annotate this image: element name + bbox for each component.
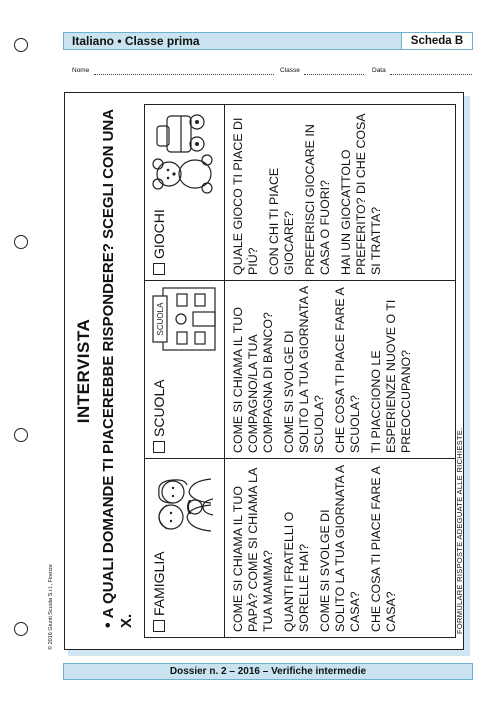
school-building-icon (149, 284, 219, 354)
student-fields (72, 67, 472, 79)
worksheet-question (100, 108, 136, 628)
scuola-checkbox[interactable] (153, 441, 165, 453)
binder-hole-3 (14, 428, 28, 442)
school-sign: SCUOLA (156, 302, 165, 336)
list-item: TI PIACCIONO LE ESPERIENZE NUOVE O TI PREOCCUPANO? (369, 299, 413, 453)
list-item: CHE COSA TI PIACE FARE A CASA? (369, 466, 398, 632)
binder-hole-2 (14, 235, 28, 249)
header-title: Italiano • Classe prima (72, 34, 200, 48)
worksheet-content (68, 96, 464, 646)
giochi-label: GIOCHI (151, 209, 167, 259)
famiglia-label: FAMIGLIA (151, 551, 167, 616)
question-text: A QUALI DOMANDE TI PIACEREBBE RISPONDERE? SCEGLI CON UNA X. (100, 109, 135, 628)
list-item: COME SI SVOLGE DI SOLITO LA TUA GIORNATA A CASA? (318, 465, 362, 632)
list-item: CON CHI TI PIACE GIOCARE? (267, 167, 296, 275)
classe-label: Classe (280, 67, 300, 74)
scuola-items (231, 285, 420, 453)
column-famiglia (145, 459, 455, 637)
binder-hole-1 (14, 38, 28, 52)
scuola-label: SCUOLA (151, 379, 167, 437)
famiglia-checkbox[interactable] (153, 620, 165, 632)
scheda-label: Scheda B (401, 32, 473, 50)
binder-hole-4 (14, 622, 28, 636)
list-item: QUANTI FRATELLI O SORELLE HAI? (282, 511, 311, 632)
column-header (145, 105, 225, 280)
list-item: COME SI CHIAMA IL TUO PAPÀ? COME SI CHIAMA LA TUA MAMMA? (231, 468, 275, 632)
giochi-items (231, 109, 390, 275)
classe-line[interactable] (304, 74, 364, 75)
nome-label: Nome (72, 67, 90, 74)
famiglia-items (231, 463, 405, 632)
column-giochi (145, 105, 455, 281)
giochi-checkbox[interactable] (153, 263, 165, 275)
column-scuola (145, 281, 455, 459)
list-item: CHE COSA TI PIACE FARE A SCUOLA? (333, 287, 362, 453)
interview-table (144, 104, 456, 638)
list-item: COME SI SVOLGE DI SOLITO LA TUA GIORNATA A SCUOLA? (282, 286, 326, 453)
teacher-note: FORMULARE RISPOSTE ADEGUATE ALLE RICHIESTE. (455, 427, 464, 634)
nome-line[interactable] (94, 74, 274, 75)
family-illustration-icon (149, 471, 217, 537)
worksheet-title: INTERVISTA (74, 318, 93, 424)
copyright-text: © 2016 Giunti Scuola S.r.l., Firenze (48, 564, 54, 650)
list-item: HAI UN GIOCATTOLO PREFERITO? DI CHE COSA SI TRATTA? (339, 114, 383, 275)
list-item: PREFERISCI GIOCARE IN CASA O FUORI? (303, 124, 332, 275)
header-bar (63, 32, 473, 50)
footer-text: Dossier n. 2 – 2016 – Verifiche intermedie (169, 666, 367, 677)
footer-bar (63, 663, 473, 680)
column-header (145, 459, 225, 637)
toys-illustration-icon (149, 108, 219, 196)
column-header (145, 281, 225, 458)
data-label: Data (372, 67, 386, 74)
data-line[interactable] (390, 74, 472, 75)
list-item: QUALE GIOCO TI PIACE DI PIÙ? (231, 117, 260, 275)
bullet-icon: • (100, 622, 117, 628)
list-item: COME SI CHIAMA IL TUO COMPAGNO/LA TUA COMPAGNA DI BANCO? (231, 307, 275, 453)
